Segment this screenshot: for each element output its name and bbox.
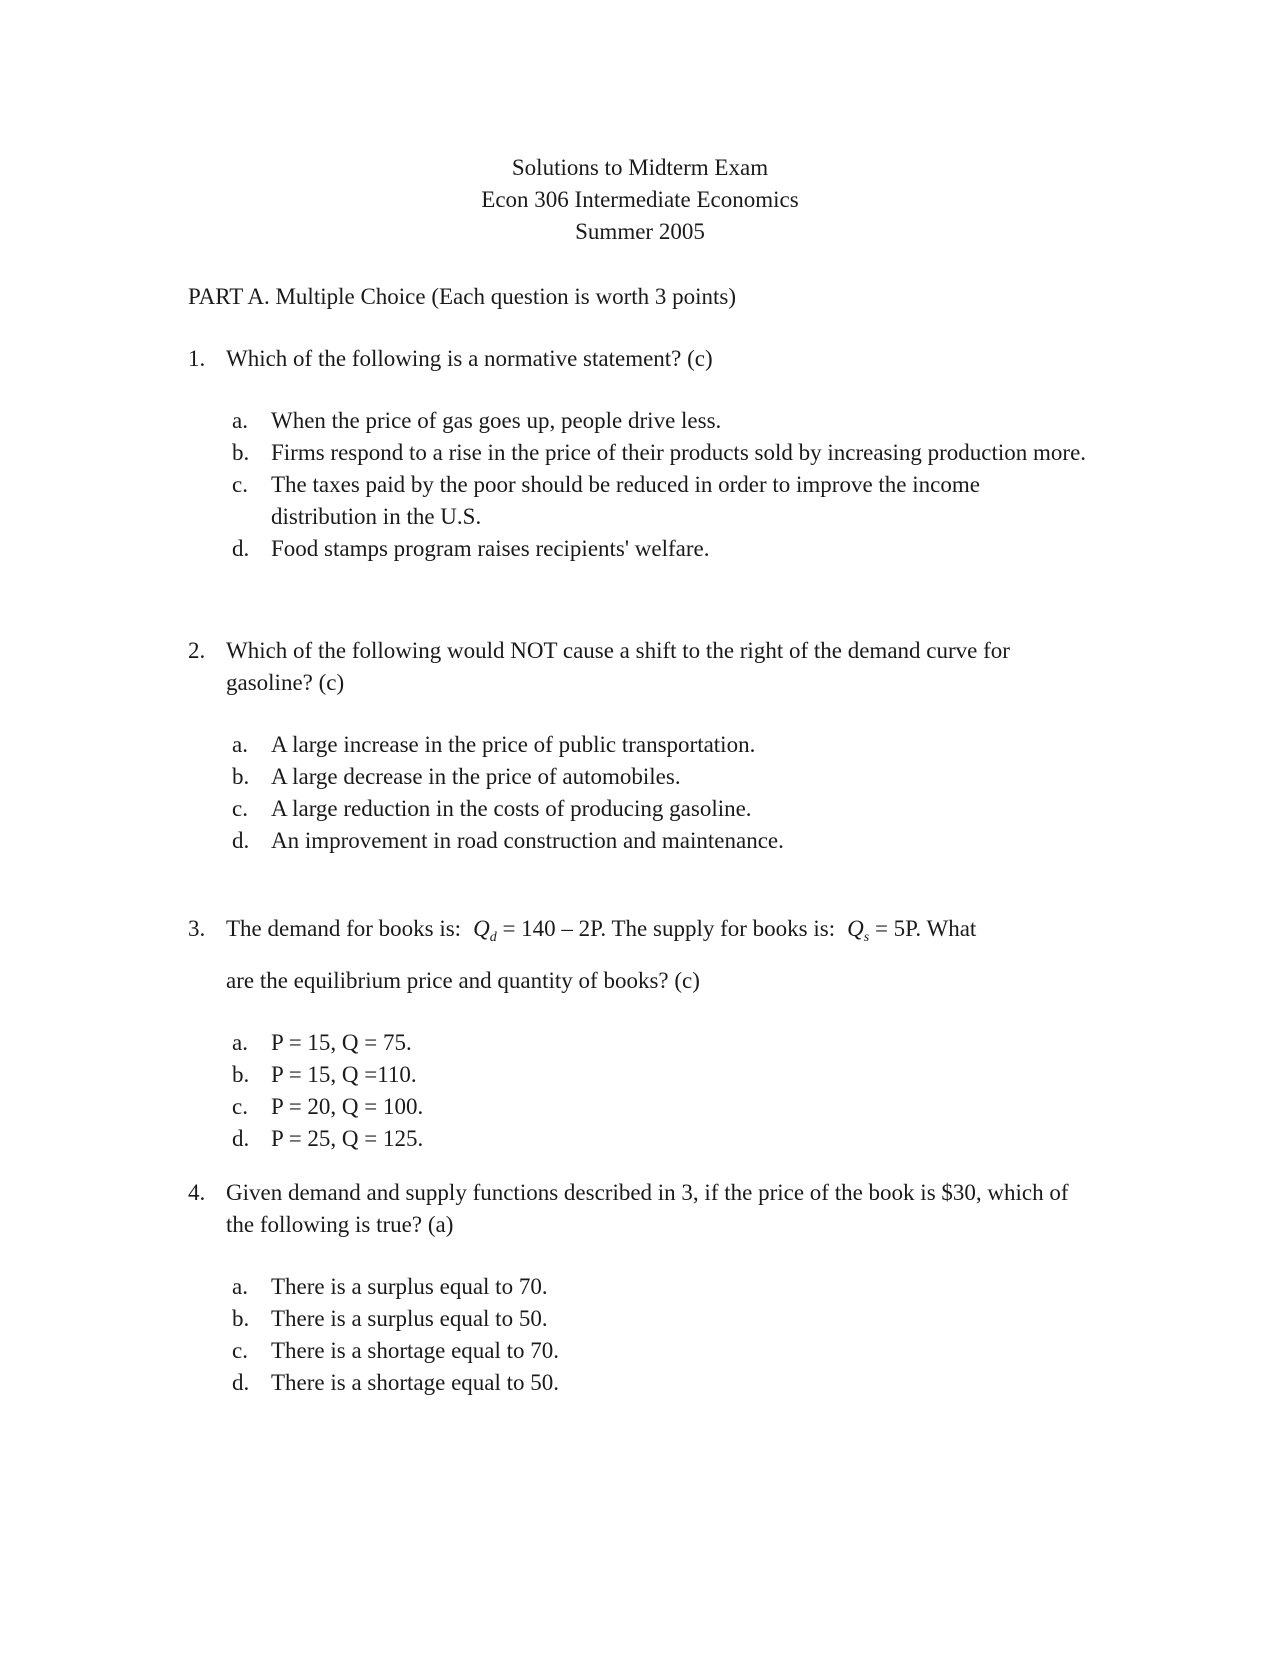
question-1: [188, 343, 1088, 565]
option-c: [232, 469, 1088, 533]
answer-options: [232, 405, 1088, 565]
question-text: Given demand and supply functions described in 3, if the price of the book is $30, which of the following is true? (a): [226, 1180, 1069, 1237]
answer-options: [232, 1271, 1088, 1399]
question-text: [226, 913, 1088, 997]
option-letter: c.: [232, 796, 248, 821]
question-text-part: . What: [915, 916, 977, 941]
option-text: There is a shortage equal to 70.: [271, 1338, 560, 1363]
document-header: [0, 152, 1280, 248]
option-text: When the price of gas goes up, people drive less.: [271, 408, 722, 433]
option-letter: b.: [232, 1062, 250, 1087]
option-letter: b.: [232, 440, 250, 465]
option-letter: c.: [232, 1094, 248, 1119]
option-c: [232, 1335, 1088, 1367]
option-text: P = 20, Q = 100.: [271, 1094, 424, 1119]
question-3: [188, 913, 1088, 1155]
option-b: [232, 1303, 1088, 1335]
option-a: [232, 1027, 1088, 1059]
question-text-part: . The supply for books is:: [600, 916, 836, 941]
option-text: Firms respond to a rise in the price of their products sold by increasing production more.: [271, 440, 1087, 465]
option-d: [232, 825, 1088, 857]
option-c: [232, 793, 1088, 825]
demand-equation: $Q_d = 140 - 2P$: [473, 916, 601, 945]
question-number: 1.: [188, 346, 206, 371]
option-letter: a.: [232, 732, 248, 757]
option-a: [232, 729, 1088, 761]
option-text: A large increase in the price of public transportation.: [271, 732, 756, 757]
option-text: There is a surplus equal to 50.: [271, 1306, 548, 1331]
option-text: The taxes paid by the poor should be reduced in order to improve the income distribution in the U.S.: [271, 472, 980, 529]
option-text: There is a shortage equal to 50.: [271, 1370, 560, 1395]
option-letter: b.: [232, 1306, 250, 1331]
question-text-part: The demand for books is:: [226, 916, 462, 941]
option-text: A large decrease in the price of automobiles.: [271, 764, 681, 789]
option-text: An improvement in road construction and maintenance.: [271, 828, 784, 853]
option-text: A large reduction in the costs of producing gasoline.: [271, 796, 752, 821]
option-a: [232, 405, 1088, 437]
option-d: [232, 1123, 1088, 1155]
answer-options: [232, 1027, 1088, 1155]
question-2: [188, 635, 1088, 857]
option-letter: d.: [232, 536, 250, 561]
document-title: Solutions to Midterm Exam: [511, 155, 769, 180]
option-b: [232, 437, 1088, 469]
option-letter: c.: [232, 1338, 248, 1363]
option-letter: a.: [232, 1030, 248, 1055]
option-text: P = 15, Q = 75.: [271, 1030, 412, 1055]
option-letter: d.: [232, 1126, 250, 1151]
option-letter: c.: [232, 472, 248, 497]
option-b: [232, 761, 1088, 793]
answer-options: [232, 729, 1088, 857]
question-text-line2: are the equilibrium price and quantity of books? (c): [226, 968, 700, 993]
question-text: Which of the following would NOT cause a shift to the right of the demand curve for gasoline? (c): [226, 638, 1010, 695]
option-text: P = 25, Q = 125.: [271, 1126, 424, 1151]
option-letter: a.: [232, 1274, 248, 1299]
option-b: [232, 1059, 1088, 1091]
supply-equation: $Q_s = 5P$: [847, 916, 916, 945]
option-d: [232, 533, 1088, 565]
part-a-heading: PART A. Multiple Choice (Each question is worth 3 points): [188, 284, 737, 309]
option-d: [232, 1367, 1088, 1399]
question-number: 2.: [188, 638, 206, 663]
option-text: There is a surplus equal to 70.: [271, 1274, 548, 1299]
option-c: [232, 1091, 1088, 1123]
option-text: P = 15, Q =110.: [271, 1062, 417, 1087]
question-text: Which of the following is a normative statement? (c): [226, 346, 713, 371]
question-number: 3.: [188, 916, 206, 941]
term: Summer 2005: [575, 219, 705, 244]
question-4: [188, 1177, 1088, 1399]
option-letter: b.: [232, 764, 250, 789]
option-letter: d.: [232, 1370, 250, 1395]
option-a: [232, 1271, 1088, 1303]
option-letter: d.: [232, 828, 250, 853]
question-number: 4.: [188, 1180, 206, 1205]
course-name: Econ 306 Intermediate Economics: [481, 187, 799, 212]
option-text: Food stamps program raises recipients' welfare.: [271, 536, 710, 561]
option-letter: a.: [232, 408, 248, 433]
